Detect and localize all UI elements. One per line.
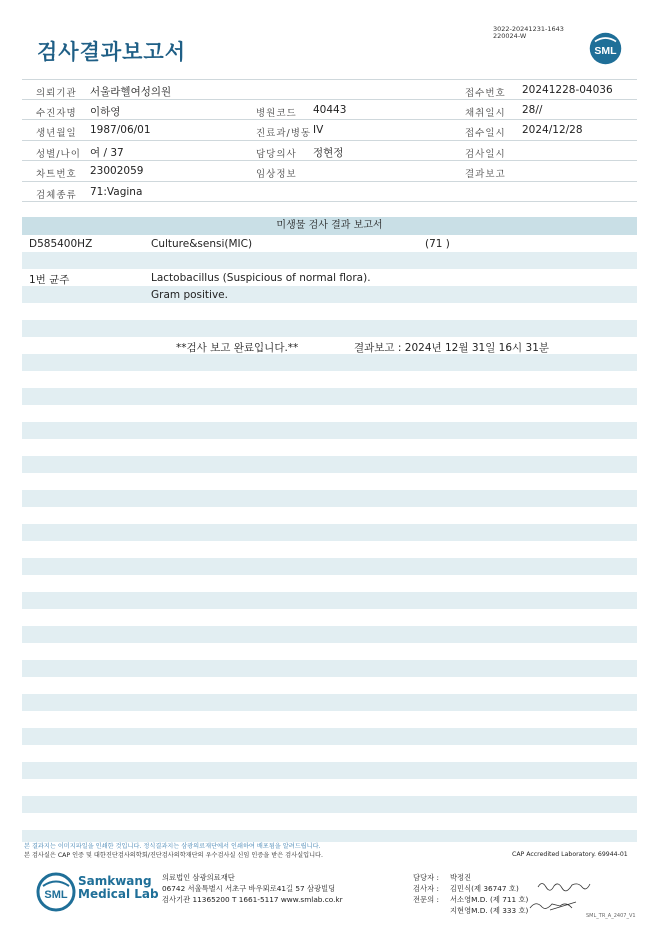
brand-line1: Samkwang (78, 874, 152, 888)
form-version: SML_TR_A_2407_V1 (586, 913, 636, 919)
collector-value: 이하영 (90, 105, 121, 118)
report-time: 결과보고 : 2024년 12월 31일 16시 31분 (354, 342, 550, 354)
collect-date-value: 28// (522, 103, 543, 116)
specimen-value: 71:Vagina (90, 185, 143, 198)
specimen-label: 검체종류 (36, 189, 77, 201)
info-row (22, 100, 637, 121)
tester-signature-icon (536, 878, 592, 892)
institution-label: 의뢰기관 (36, 88, 77, 99)
result-section-title: 미생물 검사 결과 보고서 (22, 217, 637, 235)
institution-value: 서울라헬여성의원 (90, 86, 172, 98)
hospital-code-label: 병원코드 (256, 107, 297, 119)
specialist-label: 전문의 : (413, 895, 439, 904)
tester-label: 검사자 : (413, 884, 439, 893)
svg-text:SML: SML (44, 889, 68, 901)
svg-text:SML: SML (594, 44, 617, 57)
receipt-date-value: 2024/12/28 (522, 124, 583, 136)
specialist-2: 지현영M.D. (제 333 호) (450, 906, 529, 915)
chart-no-label: 차트번호 (36, 169, 77, 180)
sml-logo-icon (588, 31, 623, 66)
test-name: Culture&sensi(MIC) (151, 238, 253, 250)
info-row (22, 79, 637, 100)
report-complete-text: **검사 보고 완료입니다.** (176, 342, 299, 354)
specialist-1: 서소영M.D. (제 711 호) (450, 895, 529, 904)
doctor-value: 정현정 (313, 146, 344, 159)
test-code: D585400HZ (29, 238, 93, 250)
brand-name (78, 875, 159, 901)
report-title: 검사결과보고서 (37, 40, 187, 64)
info-row (22, 182, 637, 203)
document-code-line2: 220024-W (493, 32, 527, 40)
organism-gram: Gram positive. (151, 289, 228, 301)
collect-date-label: 채취일시 (465, 107, 506, 119)
dept-value: IV (313, 124, 324, 136)
report-label: 결과보고 (465, 169, 506, 180)
specialist-signature-icon (526, 896, 584, 914)
organism-label: 1번 균주 (29, 274, 70, 286)
info-row (22, 141, 637, 162)
test-date-label: 검사일시 (465, 148, 506, 160)
organism-name: Lactobacillus (Suspicious of normal flora). (151, 272, 371, 284)
receipt-no-value: 20241228-04036 (522, 84, 613, 96)
org-name: 의료법인 삼광의료재단 (162, 873, 235, 882)
document-code-line1: 3022-20241231-1643 (493, 25, 564, 33)
brand-line2: Medical Lab (78, 887, 159, 901)
manager-name: 박정진 (450, 873, 472, 882)
dept-label: 진료과/병동 (256, 128, 312, 139)
patient-info-table (22, 79, 637, 202)
sex-age-value: 여 / 37 (90, 146, 124, 159)
cap-accreditation: CAP Accredited Laboratory. 69944-01 (512, 851, 628, 858)
sex-age-label: 성별/나이 (36, 148, 81, 160)
tester-name: 김민식(제 36747 호) (450, 884, 519, 893)
test-count: (71 ) (425, 238, 450, 250)
hospital-code-value: 40443 (313, 103, 347, 116)
receipt-date-label: 접수일시 (465, 128, 506, 139)
org-address: 06742 서울특별시 서초구 바우뫼로41길 57 삼광빌딩 (162, 884, 336, 893)
chart-no-value: 23002059 (90, 165, 144, 177)
info-row (22, 161, 637, 182)
receipt-no-label: 접수번호 (465, 88, 506, 99)
image-print-notice: 본 결과지는 이미지파일을 인쇄한 것입니다. 정식결과지는 삼광의료재단에서 인쇄하여 배포됨을 알려드립니다. (24, 843, 321, 850)
accreditation-notice: 본 검사실은 CAP 인증 및 대한진단검사의학회/진단검사의학재단의 우수검사실 신임 인증을 받은 검사실입니다. (24, 852, 323, 859)
sml-footer-logo-icon (36, 872, 76, 912)
manager-label: 담당자 : (413, 873, 439, 882)
result-area (22, 235, 637, 842)
info-row (22, 120, 637, 141)
org-contact: 검사기관 11365200 T 1661-5117 www.smlab.co.kr (162, 895, 343, 904)
document-code (493, 26, 564, 40)
collector-label: 수진자명 (36, 107, 77, 119)
doctor-label: 담당의사 (256, 148, 297, 160)
clinical-label: 임상정보 (256, 169, 297, 180)
dob-value: 1987/06/01 (90, 124, 151, 136)
dob-label: 생년월일 (36, 128, 77, 139)
